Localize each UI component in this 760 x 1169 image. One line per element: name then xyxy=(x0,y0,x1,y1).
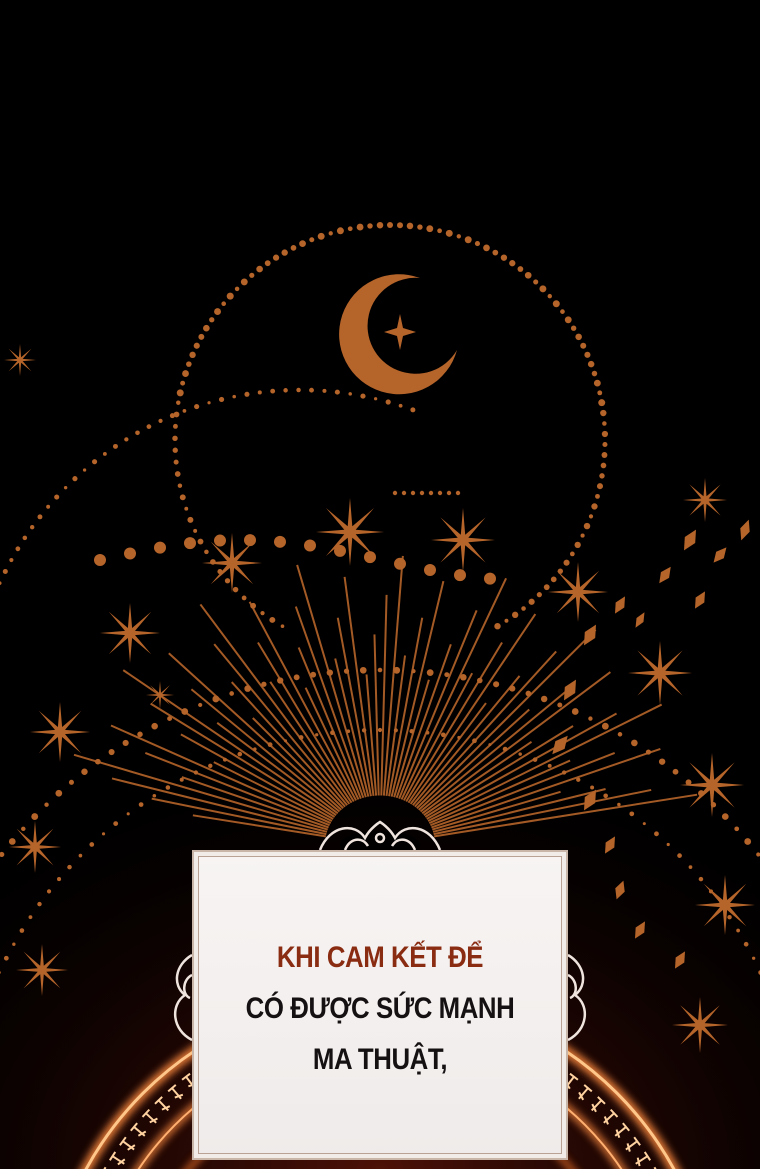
caption-line-2: CÓ ĐƯỢC SỨC MẠNH xyxy=(245,992,515,1025)
caption-line-1: KHI CAM KẾT ĐỂ xyxy=(276,941,484,974)
caption-box xyxy=(192,850,568,1160)
caption-text xyxy=(218,932,541,1085)
caption-line-3: MA THUẬT, xyxy=(312,1043,448,1076)
